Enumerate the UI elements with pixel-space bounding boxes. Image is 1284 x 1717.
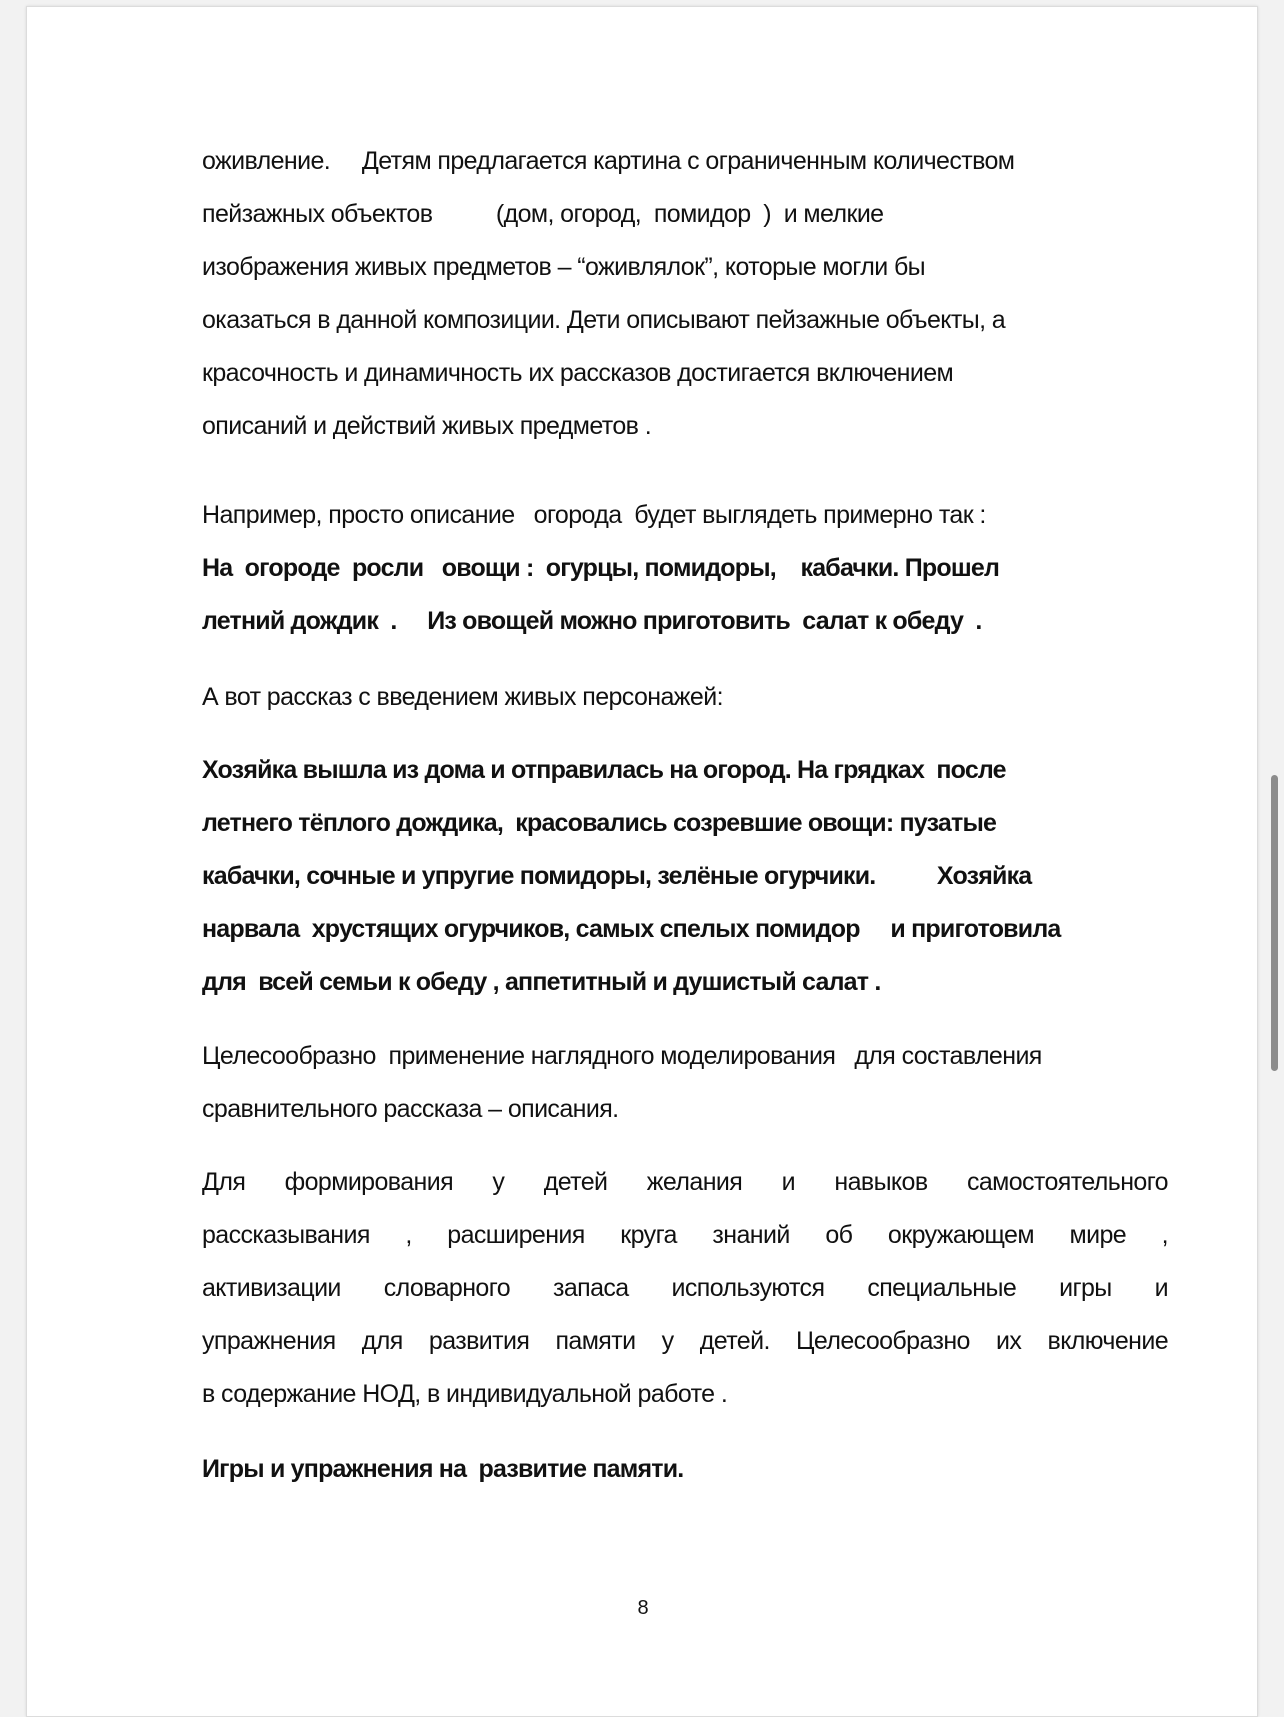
text-line: рассказывания , расширения круга знаний об окружающем мире , (202, 1221, 1168, 1249)
text-line: для всей семьи к обеду , аппетитный и душистый салат . (202, 968, 881, 996)
document-page (26, 6, 1258, 1717)
text-line: летнего тёплого дождика, красовались созревшие овощи: пузатые (202, 809, 997, 837)
text-line: Например, просто описание огорода будет выглядеть примерно так : (202, 501, 986, 529)
paragraph-intro (202, 135, 1168, 453)
text-line: Игры и упражнения на развитие памяти. (202, 1455, 684, 1483)
text-line: упражнения для развития памяти у детей. Целесообразно их включение (202, 1327, 1168, 1355)
text-line: в содержание НОД, в индивидуальной работе . (202, 1380, 728, 1408)
text-line: активизации словарного запаса используются специальные игры и (202, 1274, 1168, 1302)
paragraph-story (202, 744, 1168, 1009)
text-line: красочность и динамичность их рассказов достигается включением (202, 359, 954, 387)
paragraph-example-intro (202, 489, 1168, 542)
text-line: На огороде росли овощи : огурцы, помидоры, кабачки. Прошел (202, 554, 1000, 582)
text-line: Для формирования у детей желания и навыков самостоятельного (202, 1168, 1168, 1196)
text-line: пейзажных объектов (дом, огород, помидор ) и мелкие (202, 200, 884, 228)
text-line: оказаться в данной композиции. Дети описывают пейзажные объекты, а (202, 306, 1006, 334)
text-line: нарвала хрустящих огурчиков, самых спелых помидор и приготовила (202, 915, 1061, 943)
text-line: Хозяйка вышла из дома и отправилась на огород. На грядках после (202, 756, 1006, 784)
paragraph-modeling (202, 1030, 1168, 1136)
text-line: описаний и действий живых предметов . (202, 412, 652, 440)
text-line: изображения живых предметов – “оживлялок”, которые могли бы (202, 253, 926, 281)
text-line: кабачки, сочные и упругие помидоры, зелёные огурчики. Хозяйка (202, 862, 1032, 890)
paragraph-memory-games (202, 1156, 1168, 1421)
vertical-scrollbar[interactable] (1271, 775, 1278, 1071)
text-line: летний дождик . Из овощей можно приготовить салат к обеду . (202, 607, 982, 635)
text-line: сравнительного рассказа – описания. (202, 1095, 619, 1123)
paragraph-simple-description (202, 542, 1168, 648)
section-heading (202, 1443, 1168, 1496)
text-line: Целесообразно применение наглядного моделирования для составления (202, 1042, 1042, 1070)
text-line: оживление. Детям предлагается картина с ограниченным количеством (202, 147, 1015, 175)
paragraph-story-intro (202, 671, 1168, 724)
text-line: А вот рассказ с введением живых персонажей: (202, 683, 723, 711)
page-number: 8 (637, 1597, 649, 1619)
